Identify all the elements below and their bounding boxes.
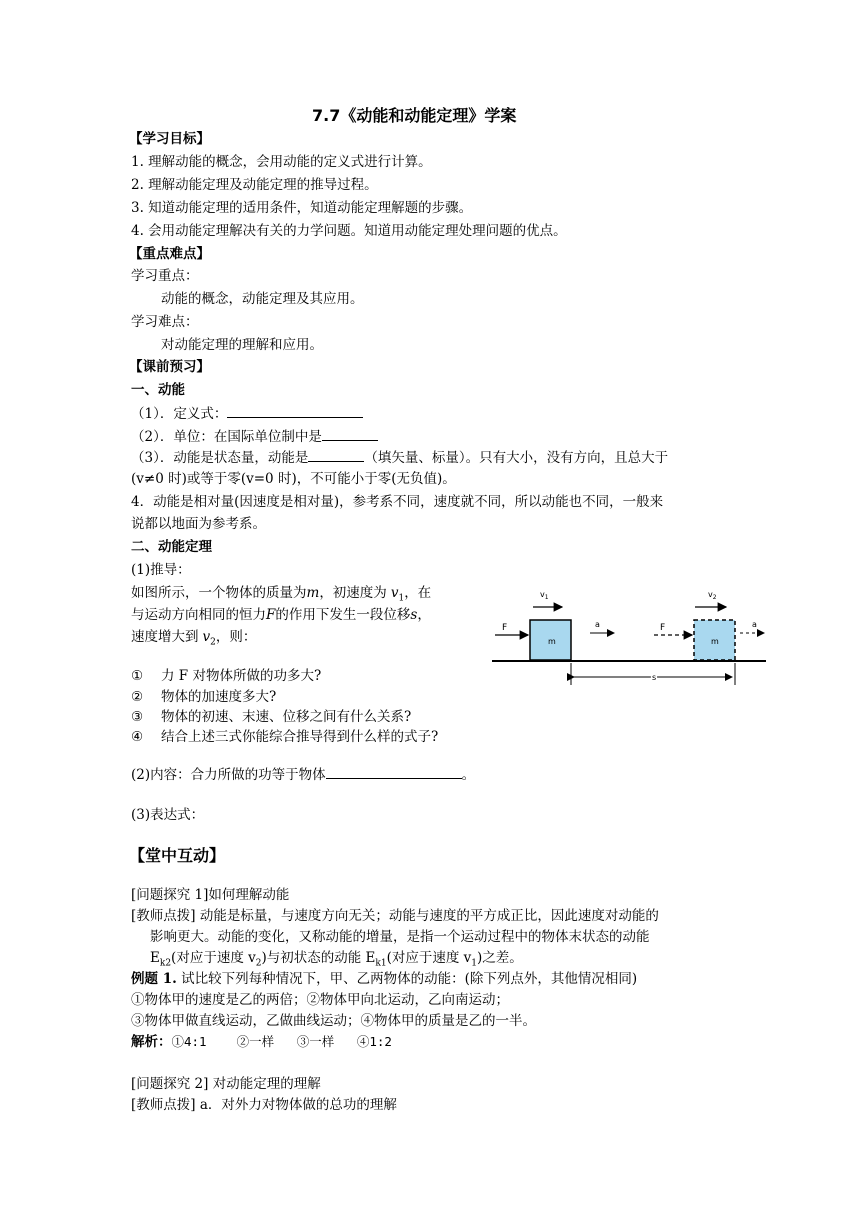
difficulty-text: 对动能定理的理解和应用。 [161,337,323,353]
derive-line-1: 如图所示，一个物体的质量为m，初速度为 $v_1$，在 [131,585,432,604]
answer-blank[interactable] [326,764,462,779]
force-label-right: F [660,623,666,633]
accel-label-right: a [752,620,757,629]
force-diagram [490,585,770,690]
answer-blank[interactable] [322,426,378,441]
derive-line-2: 与运动方向相同的恒力F的作用下发生一段位移s， [131,607,431,623]
example-1-line2: ①物体甲的速度是乙的两倍；②物体甲向北运动，乙向南运动； [131,992,509,1008]
goal-item: 3. 知道动能定理的适用条件，知道动能定理解题的步骤。 [131,200,473,216]
difficulty-label: 学习难点： [131,314,199,330]
section-theorem: 二、动能定理 [131,539,212,555]
preview-heading: 【课前预习】 [129,359,210,375]
v2-label: $v_2$ [708,590,717,601]
item-relative-cont: 说都以地面为参考系。 [131,516,266,532]
displacement-label: s [652,673,657,682]
example-1-line3: ③物体甲做直线运动，乙做曲线运动；④物体甲的质量是乙的一半。 [131,1013,536,1029]
goal-item: 1. 理解动能的概念，会用动能的定义式进行计算。 [131,154,432,170]
question-item: ① 力 F 对物体所做的功多大? [131,668,322,684]
focus-label: 学习重点： [131,268,199,284]
content-line: (2)内容：合力所做的功等于物体 。 [131,764,475,785]
force-label-left: F [502,623,508,633]
item-state-quantity: （3）．动能是状态量，动能是 （填矢量、标量）。只有大小，没有方向，且总大于 [131,447,668,468]
question-item: ② 物体的加速度多大? [131,689,277,705]
teacher-note-2: [教师点拨] a．对外力对物体做的总功的理解 [131,1097,397,1113]
item-unit: （2）．单位：在国际单位制中是 [131,426,378,447]
v1-label: $v_1$ [540,590,549,601]
teacher-note-1c: $E_{k2}$(对应于速度 $v_2$)与初状态的动能 $E_{k1}$(对应于速度 $v_1$)之差。 [150,950,523,969]
goal-item: 2. 理解动能定理及动能定理的推导过程。 [131,177,378,193]
answer-blank[interactable] [308,447,364,462]
question-item: ③ 物体的初速、末速、位移之间有什么关系? [131,709,412,725]
answer-blank[interactable] [227,403,363,418]
problem-explore-2: [问题探究 2] 对动能定理的理解 [131,1076,321,1092]
derive-line-3: 速度增大到 $v_2$，则： [131,629,257,648]
derive-label: (1)推导： [131,562,191,578]
goals-heading: 【学习目标】 [129,131,210,147]
block-right-mass: m [711,637,719,646]
problem-explore-1: [问题探究 1]如何理解动能 [131,887,290,903]
teacher-note-1b: 影响更大。动能的变化，又称动能的增量，是指一个运动过程中的物体末状态的动能 [150,929,650,945]
teacher-note-1a: [教师点拨] 动能是标量，与速度方向无关；动能与速度的平方成正比，因此速度对动能的 [131,908,659,924]
item-state-quantity-cont: (v≠0 时)或等于零(v=0 时)，不可能小于零(无负值)。 [131,471,456,487]
item-relative: 4．动能是相对量(因速度是相对量)，参考系不同，速度就不同，所以动能也不同，一般来 [131,494,664,510]
answer-line: 解析：①4:1 ②一样 ③一样 ④1:2 [131,1034,392,1050]
example-1: 例题 1. 试比较下列每种情况下，甲、乙两物体的动能：(除下列点外，其他情况相同) [131,971,638,987]
block-left-mass: m [548,637,556,646]
item-definition: （1）．定义式： [131,403,363,424]
page-title: 7.7《动能和动能定理》学案 [312,106,517,125]
expression-line: (3)表达式： [131,807,205,823]
keypoints-heading: 【重点难点】 [129,246,210,262]
interaction-heading: 【堂中互动】 [129,846,226,865]
accel-label-left: a [595,620,600,629]
goal-item: 4. 会用动能定理解决有关的力学问题。知道用动能定理处理问题的优点。 [131,223,567,239]
focus-text: 动能的概念，动能定理及其应用。 [161,291,364,307]
question-item: ④ 结合上述三式你能综合推导得到什么样的式子? [131,729,439,745]
section-kinetic-energy: 一、动能 [131,382,185,398]
